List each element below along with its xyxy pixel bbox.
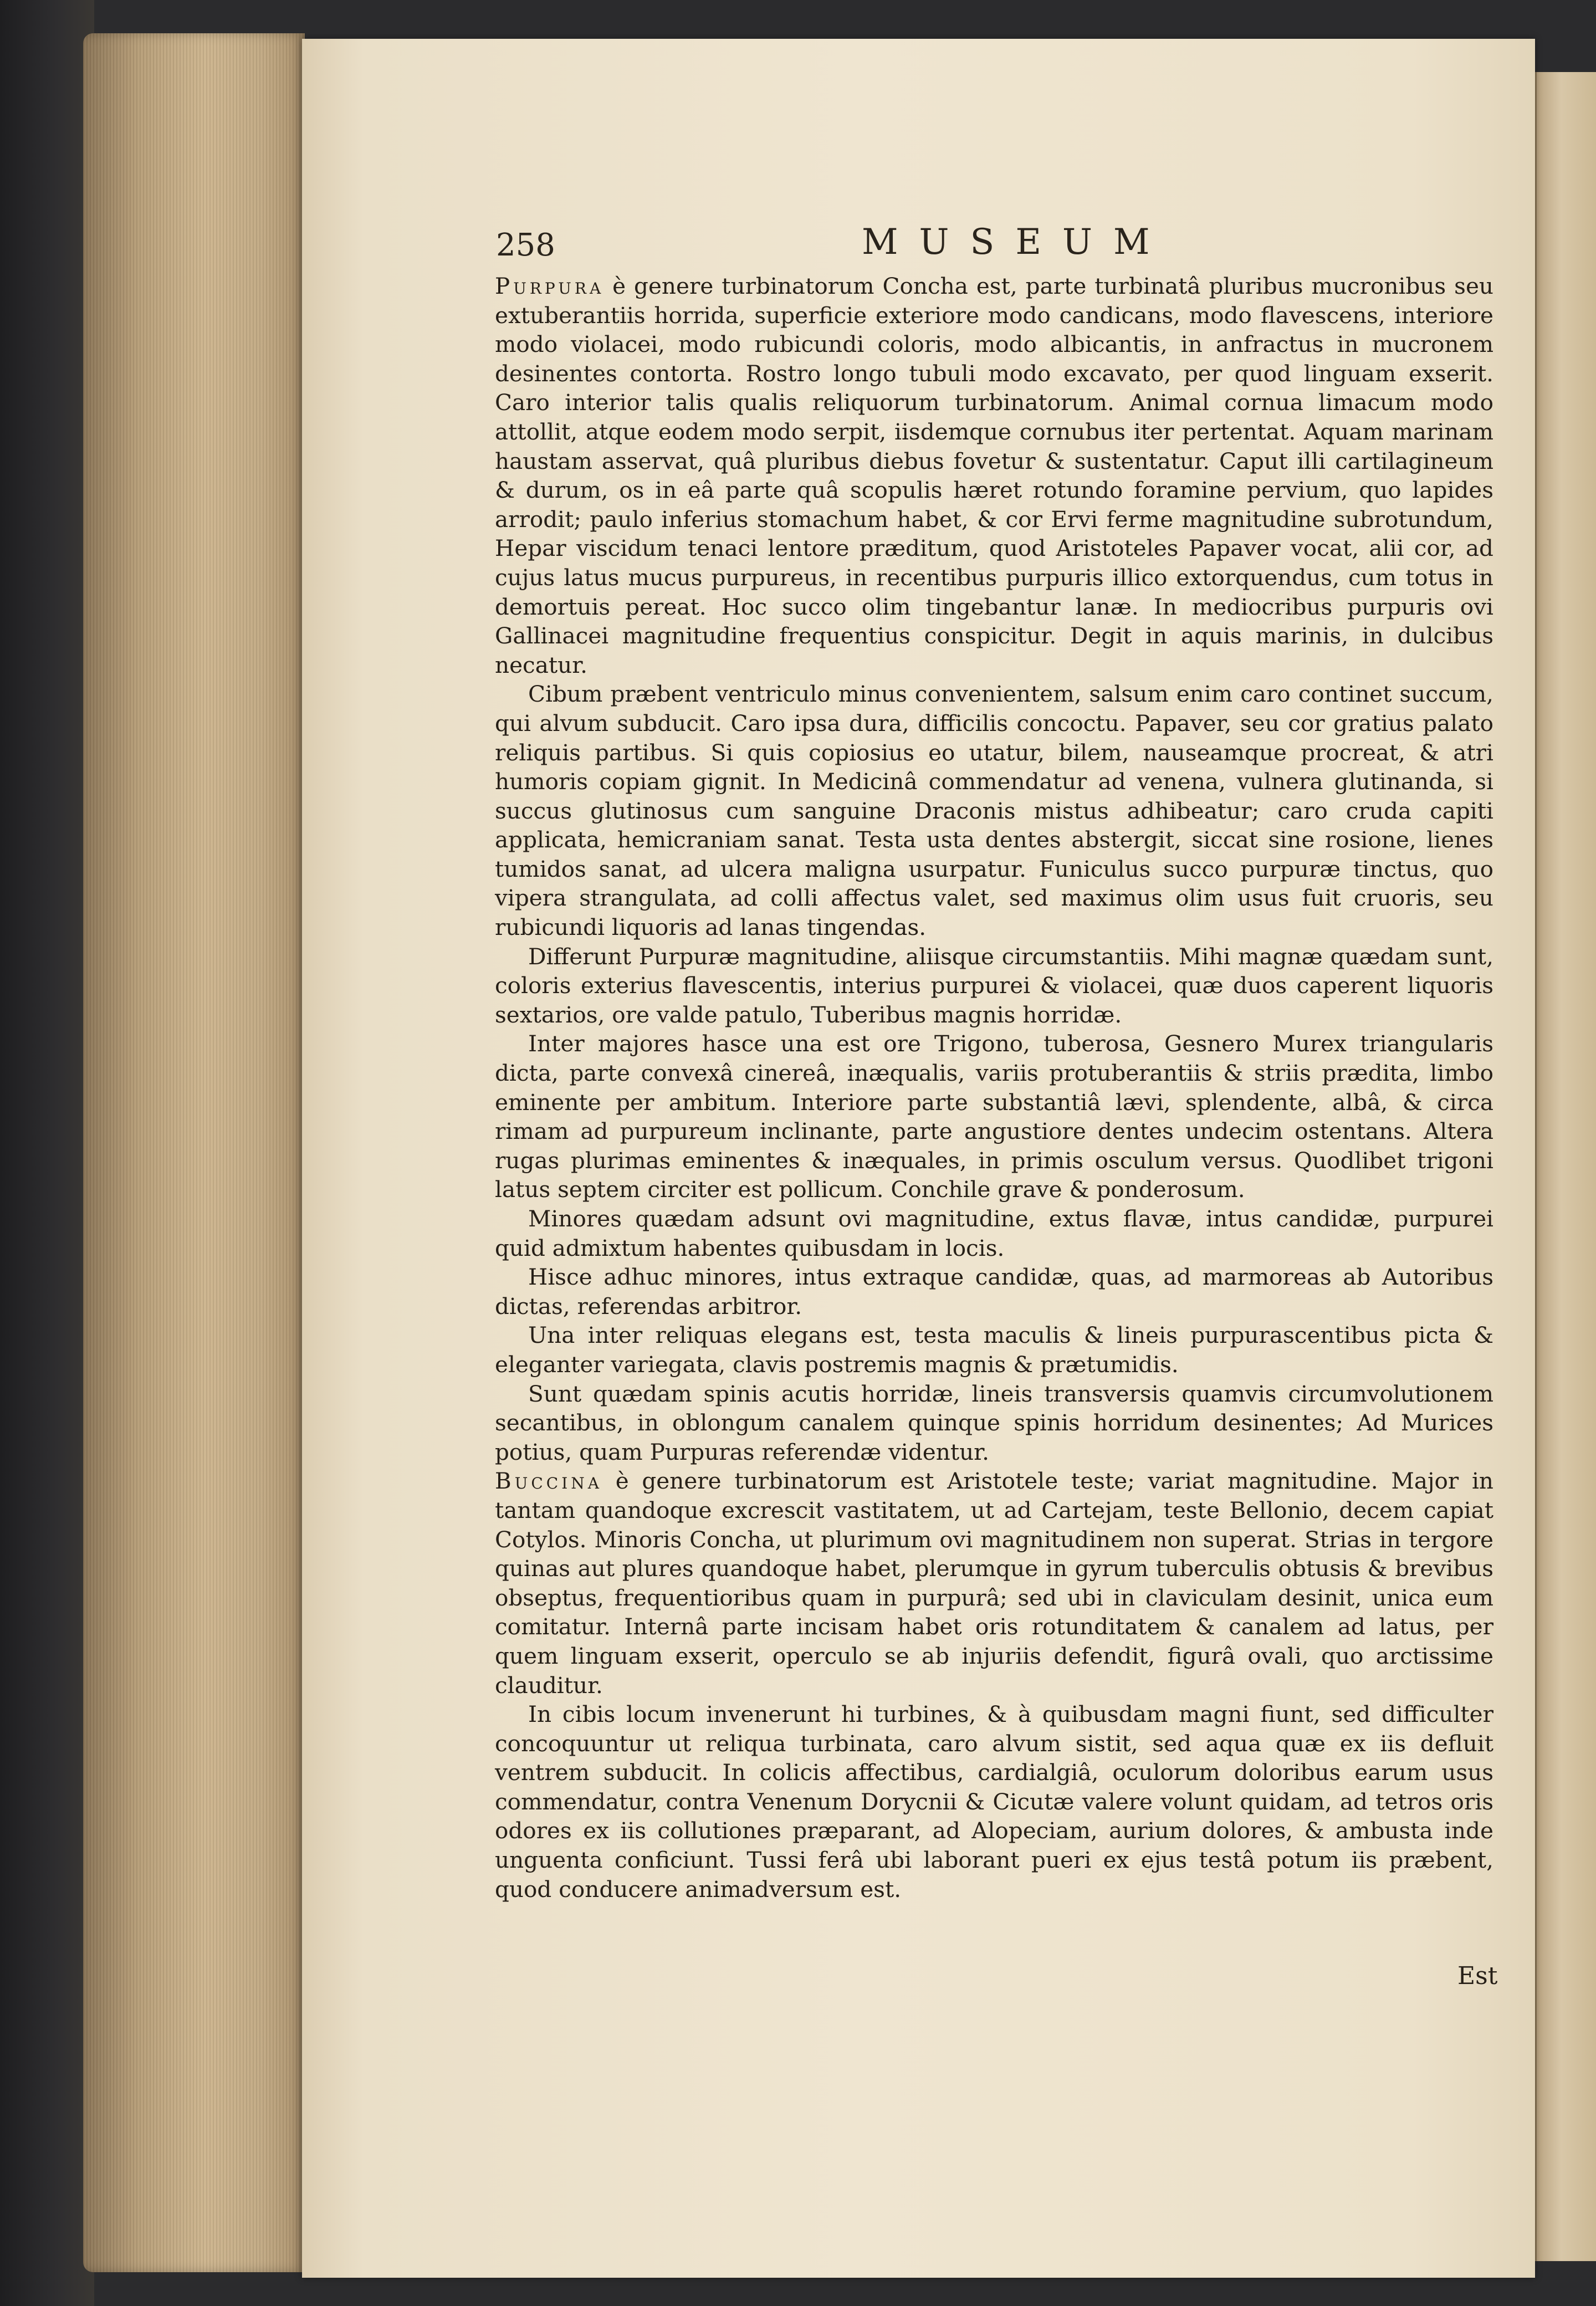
paragraph-text: è genere turbinatorum est Aristotele teste; variat magnitudine. Major in tantam quandoque excrescit vastitatem, ut ad Cartejam, teste Bellonio, decem capiat Cotylos. Minoris Concha, ut plurimum ovi magnitudinem non superat. Strias in tergore quinas aut plures quandoque habet, plerumque in gyrum tuberculis obtusis & brevibus obseptus, frequentioribus quam in purpurâ; sed ubi in claviculam desinit, unica eum comitatur. Internâ parte incisam habet oris rotunditatem & canalem ad latus, per quem linguam exserit, operculo se ab injuriis defendit, figurâ ovali, quo arctissime clauditur. [495,1468,1493,1699]
paragraph [495,1029,1493,1204]
facing-page-edge [1535,72,1596,2261]
paragraph [495,1262,1493,1321]
lead-word: Buccina [495,1468,602,1495]
paragraph-text: Differunt Purpuræ magnitudine, aliisque circumstantiis. Mihi magnæ quædam sunt, coloris exterius flavescentis, interius purpurei & violacei, quæ duos caperent liquoris sextarios, ore valde patulo, Tuberibus magnis horridæ. [495,943,1493,1028]
paragraph-text: Cibum præbent ventriculo minus convenientem, salsum enim caro continet succum, qui alvum subducit. Caro ipsa dura, difficilis concoctu. Papaver, seu cor gratius palato reliquis partibus. Si quis copiosius eo utatur, bilem, nauseamque procreat, & atri humoris copiam gignit. In Medicinâ commendatur ad venena, vulnera glutinanda, si succus glutinosus cum sanguine Draconis mistus adhibeatur; caro cruda capiti applicata, hemicraniam sanat. Testa usta dentes abstergit, siccat sine rosione, lienes tumidos sanat, ad ulcera maligna usurpatur. Funiculus succo purpuræ tinctus, quo vipera strangulata, ad colli affectus valet, sed maximus olim usus fuit cruoris, seu rubicundi liquoris ad lanas tingendas. [495,681,1493,941]
page-number: 258 [496,227,555,263]
page-header [496,222,1507,272]
paragraph [495,679,1493,942]
paragraph-text: Inter majores hasce una est ore Trigono, tuberosa, Gesnero Murex triangularis dicta, parte convexâ cinereâ, inæqualis, variis protuberantiis & striis prædita, limbo eminente per ambitum. Interiore parte substantiâ lævi, splendente, albâ, & circa rimam ad purpureum inclinante, parte angustiore dentes undecim ostentans. Altera rugas plurimas eminentes & inæquales, in primis osculum versus. Quodlibet trigoni latus septem circiter est pollicum. Conchile grave & ponderosum. [495,1030,1493,1203]
paragraph [495,942,1493,1030]
paragraph-text: Hisce adhuc minores, intus extraque candidæ, quas, ad marmoreas ab Autoribus dictas, referendas arbitror. [495,1264,1493,1320]
paragraph-text: Una inter reliquas elegans est, testa maculis & lineis purpurascentibus picta & eleganter variegata, clavis postremis magnis & prætumidis. [495,1322,1493,1378]
paragraph [495,1466,1493,1700]
lead-word: Purpura [495,273,605,299]
catchword: Est [1457,1962,1498,1990]
paragraph [495,1321,1493,1379]
body-text [495,272,1493,1904]
paragraph-text: In cibis locum invenerunt hi turbines, & à quibusdam magni fiunt, sed difficulter concoquuntur ut reliqua turbinata, caro alvum sistit, sed aqua quæ ex iis defluit ventrem subducit. In colicis affectibus, cardialgiâ, oculorum doloribus earum usus commendatur, contra Venenum Dorycnii & Cicutæ valere volunt quidam, ad tetros oris odores ex iis collutiones præparant, ad Alopeciam, aurium dolores, & ambusta inde unguenta conficiunt. Tussi ferâ ubi laborant pueri ex ejus testâ potum iis præbent, quod conducere animadversum est. [495,1701,1493,1903]
page-edges [83,33,305,2272]
book-spine [0,0,94,2306]
paragraph [495,272,1493,679]
paragraph-text: Sunt quædam spinis acutis horridæ, lineis transversis quamvis circumvolutionem secantibus, in oblongum canalem quinque spinis horridum desinentes; Ad Murices potius, quam Purpuras referendæ videntur. [495,1380,1493,1465]
paragraph [495,1204,1493,1262]
paragraph [495,1379,1493,1467]
paragraph-text: Minores quædam adsunt ovi magnitudine, extus flavæ, intus candidæ, purpurei quid admixtum habentes quibusdam in locis. [495,1205,1493,1261]
paragraph-text: è genere turbinatorum Concha est, parte turbinatâ pluribus mucronibus seu extuberantiis horrida, superficie exteriore modo candicans, modo flavescens, interiore modo violacei, modo rubicundi coloris, modo albicantis, in anfractus in mucronem desinentes contorta. Rostro longo tubuli modo excavato, per quod linguam exserit. Caro interior talis qualis reliquorum turbinatorum. Animal cornua limacum modo attollit, atque eodem modo serpit, iisdemque cornubus iter pertentat. Aquam marinam haustam asservat, quâ pluribus diebus fovetur & sustentatur. Caput illi cartilagineum & durum, os in eâ parte quâ scopulis hæret rotundo foramine pervium, quo lapides arrodit; paulo inferius stomachum habet, & cor Ervi ferme magnitudine subrotundum, Hepar viscidum tenaci lentore præditum, quod Aristoteles Papaver vocat, alii cor, ad cujus latus mucus purpureus, in recentibus purpuris illico extorquendus, cum totus in demortuis pereat. Hoc succo olim tingebantur lanæ. In mediocribus purpuris ovi Gallinacei magnitudine frequentius conspicitur. Degit in aquis marinis, in dulcibus necatur. [495,273,1493,678]
running-title: MUSEUM [862,222,1171,263]
paragraph [495,1700,1493,1904]
